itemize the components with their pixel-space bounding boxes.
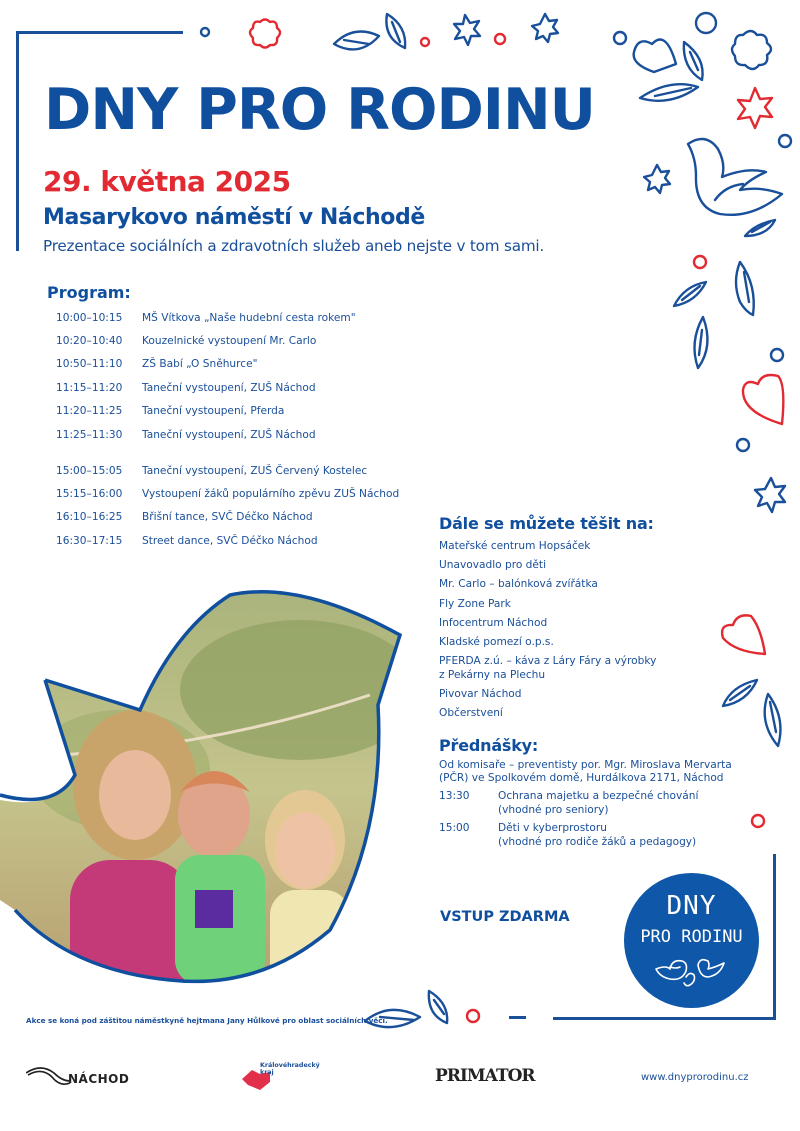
program-name: ZŠ Babí „O Sněhurce" [142, 358, 258, 371]
more-heading: Dále se můžete těšit na: [439, 514, 654, 533]
kraj-logo-text: Královéhradecký kraj [260, 1062, 320, 1076]
program-time: 15:15–16:00 [56, 488, 123, 501]
star-flower-icon [454, 15, 480, 45]
program-name: Taneční vystoupení, ZUŠ Náchod [142, 381, 316, 394]
program-time: 10:00–10:15 [56, 311, 123, 324]
program-name: Břišní tance, SVČ Déčko Náchod [142, 511, 313, 524]
flower-icon [732, 31, 771, 69]
circle-icon [614, 32, 626, 44]
star-flower-icon [738, 88, 772, 128]
more-list [439, 540, 656, 721]
lecture-note: (vhodné pro rodiče žáků a pedagogy) [498, 835, 697, 848]
lectures-intro [439, 759, 732, 785]
page-title: DNY PRO RODINU [44, 77, 595, 143]
circle-icon [694, 256, 706, 268]
program-name: Vystoupení žáků populárního zpěvu ZUŠ Náchod [142, 488, 400, 501]
program-name: Taneční vystoupení, ZUŠ Náchod [142, 428, 316, 441]
leaf-icon [736, 262, 754, 315]
program-name: Taneční vystoupení, ZUŠ Červený Kostelec [142, 464, 368, 477]
lecture-title: Ochrana majetku a bezpečné chování [498, 790, 699, 803]
star-flower-icon [755, 478, 785, 512]
leaf-icon [429, 991, 447, 1023]
program-row [56, 459, 399, 482]
lecture-title: Děti v kyberprostoru [498, 822, 607, 835]
program-row [56, 329, 356, 352]
lecture-row [439, 790, 732, 817]
leaf-icon [745, 220, 775, 236]
leaf-icon [334, 32, 379, 50]
circle-icon [421, 38, 429, 46]
lectures-intro-line: (PČR) ve Spolkovém domě, Hurdálkova 2171, Náchod [439, 772, 724, 785]
lecture-time: 13:30 [439, 790, 470, 803]
heart-icon [722, 615, 765, 654]
list-item: PFERDA z.ú. – káva z Láry Fáry a výrobky [439, 655, 657, 668]
program-row [56, 400, 356, 423]
star-flower-icon [644, 165, 670, 193]
leaf-icon [765, 694, 781, 746]
list-item: Fly Zone Park [439, 597, 511, 610]
program-name: Taneční vystoupení, Pferda [142, 405, 285, 418]
program-time: 10:50–11:10 [56, 358, 123, 371]
event-place: Masarykovo náměstí v Náchodě [43, 205, 425, 230]
birds-icon [652, 951, 732, 991]
program-row [56, 306, 356, 329]
program-time: 16:30–17:15 [56, 534, 123, 547]
lecture-time: 15:00 [439, 822, 470, 835]
lectures-heading: Přednášky: [439, 736, 539, 755]
program-heading: Program: [47, 283, 131, 302]
circle-icon [467, 1010, 479, 1022]
free-entry-label: VSTUP ZDARMA [440, 909, 570, 925]
program-row [56, 506, 399, 529]
program-time: 11:25–11:30 [56, 428, 123, 441]
list-item: Unavovadlo pro děti [439, 559, 547, 572]
program-row [56, 423, 356, 446]
circle-icon [752, 815, 764, 827]
program-name: Kouzelnické vystoupení Mr. Carlo [142, 335, 317, 348]
program-name: Street dance, SVČ Déčko Náchod [142, 534, 318, 547]
list-item: Mateřské centrum Hopsáček [439, 540, 591, 552]
event-tagline: Prezentace sociálních a zdravotních služeb aneb nejste v tom sami. [43, 237, 545, 255]
patron-note: Akce se koná pod záštitou náměstkyně hejtmana Jany Hůlkové pro oblast sociálních věcí. [26, 1016, 388, 1025]
heart-icon [743, 375, 783, 424]
leaf-icon [386, 14, 405, 48]
program-time: 16:10–16:25 [56, 511, 123, 524]
heart-icon [634, 40, 676, 73]
event-stamp-logo [624, 873, 759, 1008]
program-morning-list [56, 306, 356, 446]
website-link[interactable]: www.dnyprorodinu.cz [641, 1072, 749, 1083]
circle-icon [779, 135, 791, 147]
program-time: 15:00–15:05 [56, 464, 123, 477]
list-item: Občerstvení [439, 707, 503, 720]
program-time: 11:15–11:20 [56, 381, 123, 394]
program-time: 11:20–11:25 [56, 405, 123, 418]
leaf-icon [684, 42, 703, 80]
program-afternoon-list [56, 459, 399, 553]
program-time: 10:20–10:40 [56, 335, 123, 348]
program-row [56, 353, 356, 376]
family-photo-bird [0, 570, 420, 1010]
list-item-continuation: z Pekárny na Plechu [439, 668, 546, 681]
primator-logo: PRIMATOR [435, 1066, 535, 1086]
nachod-logo-text: NÁCHOD [68, 1072, 130, 1086]
list-item: Kladské pomezí o.p.s. [439, 635, 554, 648]
program-row [56, 376, 356, 399]
star-flower-icon [532, 14, 558, 42]
stamp-line2: PRO RODINU [640, 927, 743, 947]
list-item: Pivovar Náchod [439, 687, 522, 700]
leaf-icon [694, 317, 707, 368]
program-row [56, 529, 399, 552]
leaf-icon [723, 680, 757, 706]
circle-icon [201, 28, 209, 36]
leaf-icon [674, 282, 706, 306]
bird-icon [688, 139, 782, 215]
leaf-icon [640, 84, 698, 101]
nachod-logo [26, 1063, 130, 1095]
list-item: Mr. Carlo – balónková zvířátka [439, 578, 598, 591]
circle-icon [495, 34, 505, 44]
lectures-section [439, 736, 732, 849]
stamp-line1: DNY [666, 891, 717, 921]
program-name: MŠ Vítkova „Naše hudební cesta rokem" [142, 311, 356, 324]
program-row [56, 482, 399, 505]
circle-icon [737, 439, 749, 451]
event-date: 29. května 2025 [43, 165, 291, 198]
circle-icon [696, 13, 716, 33]
lecture-row [439, 822, 732, 849]
wave-icon [26, 1063, 71, 1091]
lectures-intro-line: Od komisaře – preventisty por. Mgr. Miroslava Mervarta [439, 759, 732, 771]
lecture-note: (vhodné pro seniory) [498, 803, 609, 816]
more-section [439, 514, 656, 726]
flower-icon [250, 20, 280, 48]
circle-icon [771, 349, 783, 361]
list-item: Infocentrum Náchod [439, 616, 548, 629]
